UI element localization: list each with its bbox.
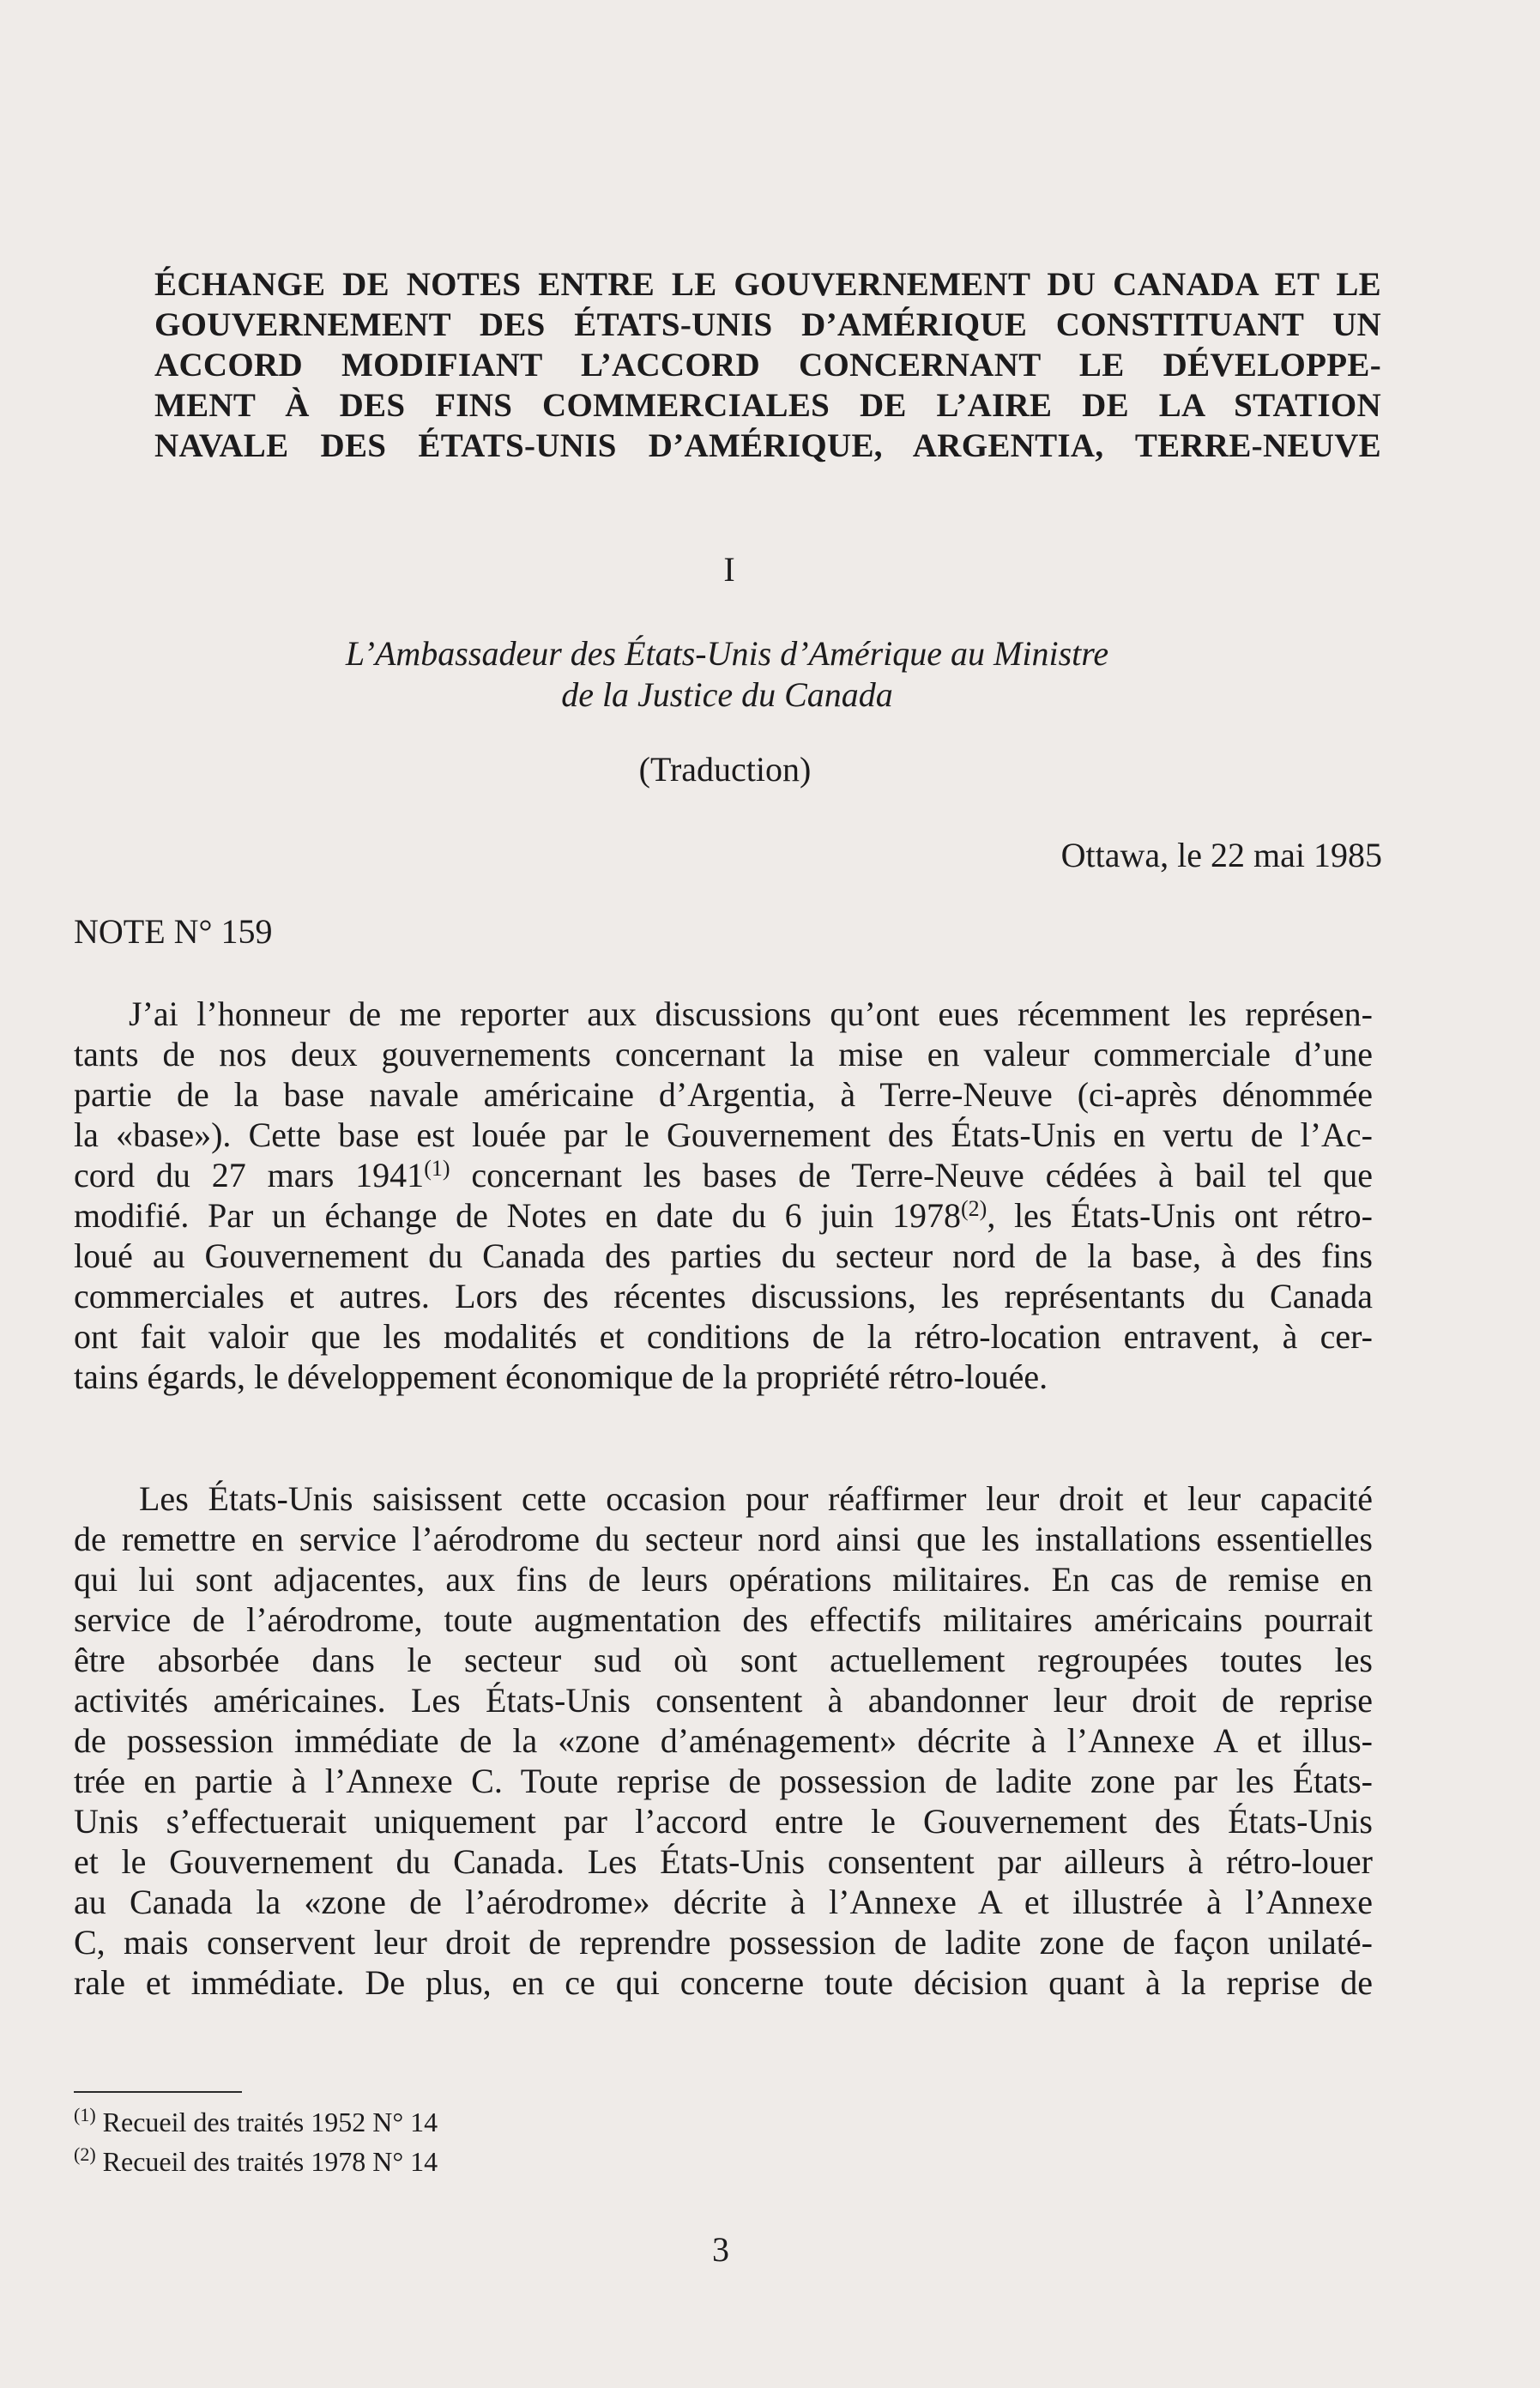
paragraph-line: activités américaines. Les États-Unis consentent à abandonner leur droit de reprise	[74, 1681, 1373, 1720]
title-line: GOUVERNEMENT DES ÉTATS-UNIS D’AMÉRIQUE CONSTITUANT UN	[154, 306, 1381, 343]
paragraph-line: ont fait valoir que les modalités et conditions de la rétro-location entravent, à cer-	[74, 1317, 1373, 1356]
paragraph-line: qui lui sont adjacentes, aux fins de leurs opérations militaires. En cas de remise en	[74, 1560, 1373, 1599]
title-line: MENT À DES FINS COMMERCIALES DE L’AIRE DE LA STATION	[154, 387, 1381, 424]
paragraph-line: trée en partie à l’Annexe C. Toute reprise de possession de ladite zone par les États-	[74, 1762, 1373, 1800]
paragraph-text: cord du 27 mars 1941	[74, 1156, 425, 1194]
paragraph-text: , les États-Unis ont rétro-	[987, 1196, 1373, 1235]
footnote-mark: (1)	[74, 2104, 96, 2125]
footnote-ref-2: (2)	[961, 1196, 987, 1221]
paragraph-line: tains égards, le développement économique de la propriété rétro-louée.	[74, 1357, 1048, 1396]
date-line: Ottawa, le 22 mai 1985	[1060, 836, 1382, 874]
footnote-1	[74, 2099, 438, 2138]
paragraph-line: Unis s’effectuerait uniquement par l’accord entre le Gouvernement des États-Unis	[74, 1802, 1373, 1841]
note-heading-line: L’Ambassadeur des États-Unis d’Amérique au Ministre	[345, 634, 1109, 673]
paragraph-line	[74, 1195, 1373, 1236]
paragraph-line: être absorbée dans le secteur sud où sont actuellement regroupées toutes les	[74, 1641, 1373, 1679]
footnote-2	[74, 2138, 438, 2178]
note-heading-line: de la Justice du Canada	[561, 675, 893, 714]
paragraph-line: C, mais conservent leur droit de reprendre possession de ladite zone de façon unilaté-	[74, 1923, 1373, 1962]
paragraph-text: concernant les bases de Terre-Neuve cédées à bail tel que	[450, 1156, 1374, 1194]
section-number: I	[723, 550, 735, 589]
paragraph-text: modifié. Par un échange de Notes en date du 6 juin 1978	[74, 1196, 962, 1235]
paragraph-2	[74, 1478, 1373, 2003]
paragraph-line: et le Gouvernement du Canada. Les États-Unis consentent par ailleurs à rétro-louer	[74, 1842, 1373, 1881]
title-line: NAVALE DES ÉTATS-UNIS D’AMÉRIQUE, ARGENTIA, TERRE-NEUVE	[154, 427, 1381, 464]
paragraph-line: rale et immédiate. De plus, en ce qui concerne toute décision quant à la reprise de	[74, 1963, 1373, 2002]
paragraph-line: tants de nos deux gouvernements concernant la mise en valeur commerciale d’une	[74, 1035, 1373, 1073]
paragraph-line: de remettre en service l’aérodrome du secteur nord ainsi que les installations essentielles	[74, 1520, 1373, 1558]
paragraph-1	[74, 994, 1373, 1397]
page-number: 3	[712, 2230, 729, 2269]
note-heading	[0, 633, 1454, 716]
footnote-text: Recueil des traités 1952 N° 14	[102, 2107, 438, 2137]
paragraph-line: Les États-Unis saisissent cette occasion pour réaffirmer leur droit et leur capacité	[139, 1479, 1373, 1518]
note-number: NOTE N° 159	[74, 912, 273, 951]
paragraph-line: loué au Gouvernement du Canada des parties du secteur nord de la base, à des fins	[74, 1236, 1373, 1275]
paragraph-line: J’ai l’honneur de me reporter aux discussions qu’ont eues récemment les représen-	[129, 994, 1373, 1033]
paragraph-line: commerciales et autres. Lors des récentes discussions, les représentants du Canada	[74, 1277, 1373, 1315]
footnotes	[74, 2099, 438, 2178]
title-line: ACCORD MODIFIANT L’ACCORD CONCERNANT LE DÉVELOPPE-	[154, 347, 1381, 384]
footnote-text: Recueil des traités 1978 N° 14	[102, 2146, 438, 2177]
document-title	[154, 264, 1381, 466]
paragraph-line: au Canada la «zone de l’aérodrome» décrite à l’Annexe A et illustrée à l’Annexe	[74, 1883, 1373, 1921]
paragraph-line: de possession immédiate de la «zone d’aménagement» décrite à l’Annexe A et illus-	[74, 1721, 1373, 1760]
translation-label: (Traduction)	[638, 750, 812, 789]
title-line: ÉCHANGE DE NOTES ENTRE LE GOUVERNEMENT DU CANADA ET LE	[154, 266, 1381, 303]
footnote-mark: (2)	[74, 2143, 96, 2165]
footnote-ref-1: (1)	[424, 1156, 450, 1181]
paragraph-line	[74, 1155, 1373, 1195]
paragraph-line: partie de la base navale américaine d’Argentia, à Terre-Neuve (ci-après dénommée	[74, 1075, 1373, 1114]
paragraph-line: service de l’aérodrome, toute augmentation des effectifs militaires américains pourrait	[74, 1600, 1373, 1639]
footnote-divider	[74, 2091, 242, 2093]
paragraph-line: la «base»). Cette base est louée par le Gouvernement des États-Unis en vertu de l’Ac-	[74, 1115, 1373, 1154]
